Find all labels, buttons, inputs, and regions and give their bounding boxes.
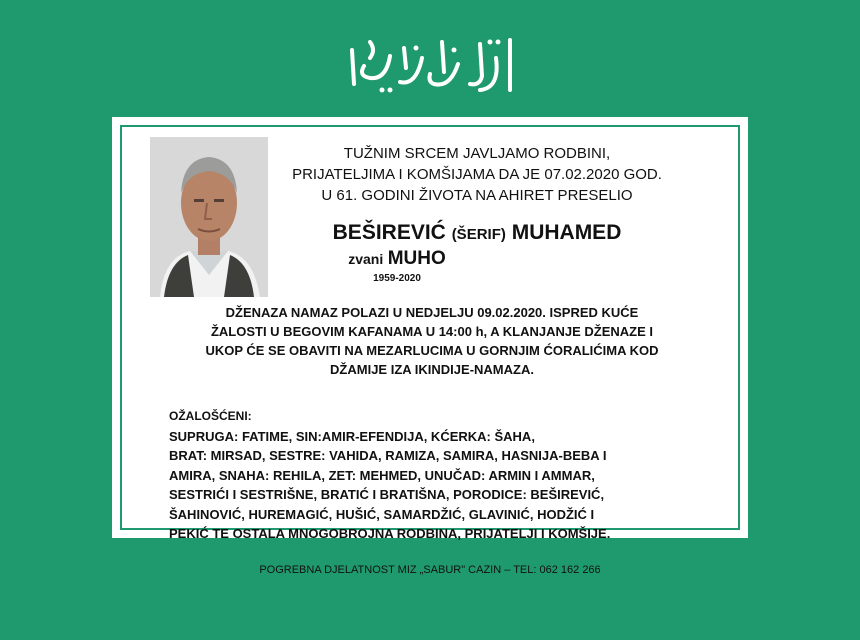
announcement-intro xyxy=(272,143,682,206)
first-name: MUHAMED xyxy=(511,221,622,244)
deceased-name xyxy=(272,221,682,245)
mourners-line: PEKIĆ TE OSTALA MNOGOBROJNA RODBINA, PRIJATELJI I KOMŠIJE. xyxy=(169,526,611,542)
funeral-line: UKOP ĆE SE OBAVITI NA MEZARLUCIMA U GORNJIM ĆORALIĆIMA KOD xyxy=(205,343,659,358)
mourners-line: BRAT: MIRSAD, SESTRE: VAHIDA, RAMIZA, SAMIRA, HASNIJA-BEBA I xyxy=(169,448,607,464)
mourners-title: OŽALOŠĆENI: xyxy=(169,409,252,423)
arabic-calligraphy-header xyxy=(0,28,860,108)
mourners-line: AMIRA, SNAHA: REHILA, ZET: MEHMED, UNUČAD: ARMIN I AMMAR, xyxy=(169,467,595,483)
mourners-line: ŠAHINOVIĆ, HUREMAGIĆ, HUŠIĆ, SAMARDŽIĆ, GLAVINIĆ, HODŽIĆ I xyxy=(169,506,595,522)
mourners-line: SESTRIĆI I SESTRIŠNE, BRATIĆ I BRATIŠNA, PORODICE: BEŠIREVIĆ, xyxy=(169,487,605,503)
mourners-line: SUPRUGA: FATIME, SIN:AMIR-EFENDIJA, KĆERKA: ŠAHA, xyxy=(169,429,535,444)
portrait-photo xyxy=(150,137,268,297)
mourners-list xyxy=(169,427,709,543)
calligraphy-icon xyxy=(330,28,530,108)
surname: BEŠIREVIĆ xyxy=(332,221,446,244)
father-name: (ŠERIF) xyxy=(451,226,506,243)
intro-line: U 61. GODINI ŽIVOTA NA AHIRET PRESELIO xyxy=(321,187,633,204)
life-years: 1959-2020 xyxy=(373,273,421,284)
funeral-line: DŽAMIJE IZA IKINDIJE-NAMAZA. xyxy=(330,362,534,377)
nickname: MUHO xyxy=(387,248,446,269)
intro-line: PRIJATELJIMA I KOMŠIJAMA DA JE 07.02.2020 GOD. xyxy=(292,166,662,183)
obituary-card xyxy=(112,117,748,542)
intro-line: TUŽNIM SRCEM JAVLJAMO RODBINI, xyxy=(343,145,611,162)
funeral-service-footer: POGREBNA DJELATNOST MIZ „SABUR" CAZIN – TEL: 062 162 266 xyxy=(259,564,601,576)
funeral-line: ŽALOSTI U BEGOVIM KAFANAMA U 14:00 h, A KLANJANJE DŽENAZE I xyxy=(210,324,654,339)
card-border xyxy=(120,125,740,542)
funeral-details xyxy=(162,303,702,379)
funeral-line: DŽENAZA NAMAZ POLAZI U NEDJELJU 09.02.2020. ISPRED KUĆE xyxy=(225,305,639,320)
nickname-line xyxy=(272,248,522,270)
nickname-prefix: zvani xyxy=(348,251,384,267)
